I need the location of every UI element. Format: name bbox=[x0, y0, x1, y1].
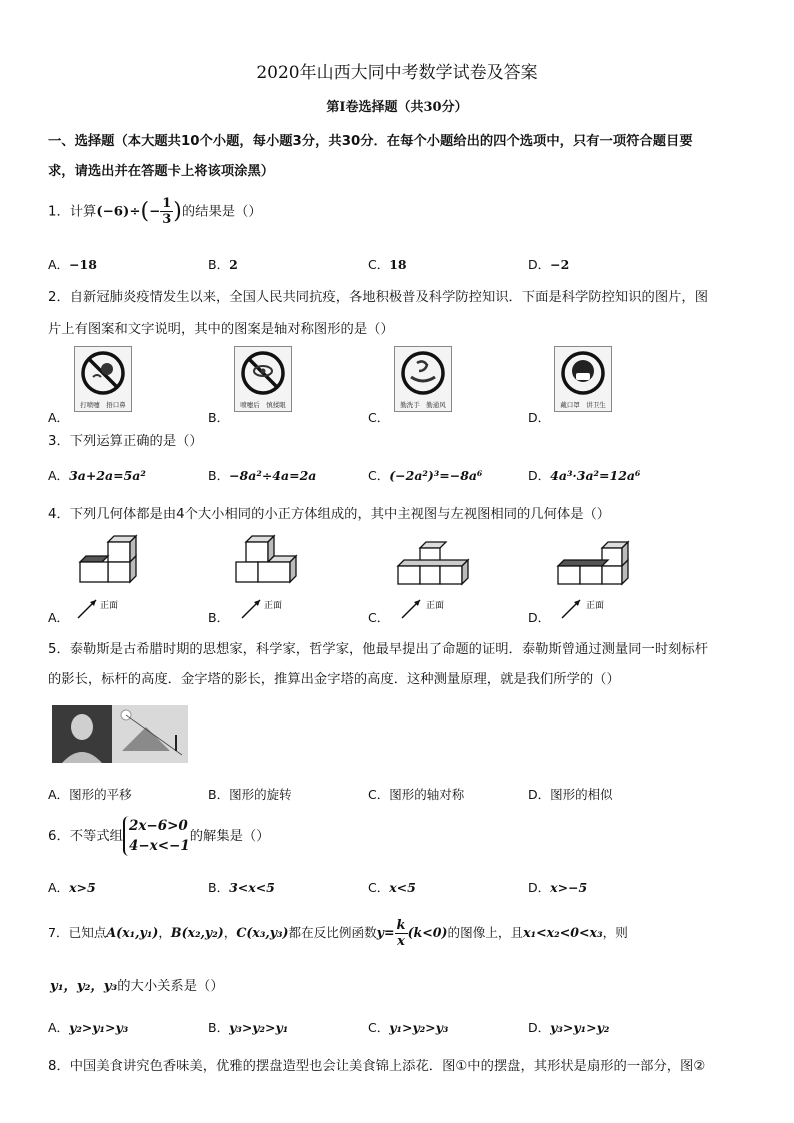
q6-inequality-system bbox=[123, 816, 190, 856]
q6-option-b[interactable] bbox=[208, 878, 275, 896]
option-value: x<5 bbox=[389, 880, 416, 895]
q7-sep2: ， bbox=[223, 925, 237, 940]
option-label: A． bbox=[48, 787, 70, 802]
q7-option-a[interactable] bbox=[48, 1018, 128, 1036]
q7-mid2: 的图像上，且 bbox=[447, 925, 524, 940]
option-value: 图形的相似 bbox=[550, 787, 613, 802]
option-value: 2 bbox=[229, 257, 238, 272]
q2-stem-line1: 2．自新冠肺炎疫情发生以来，全国人民共同抗疫，各地积极普及科学防控知识．下面是科学防控知识的图片，图 bbox=[48, 290, 709, 305]
option-label: B． bbox=[208, 257, 230, 272]
q2-option-a-image[interactable] bbox=[74, 346, 132, 412]
option-value: x>−5 bbox=[550, 880, 588, 895]
q1-option-a[interactable] bbox=[48, 255, 97, 273]
q2-option-b-image[interactable] bbox=[234, 346, 292, 412]
option-value: x>5 bbox=[69, 880, 96, 895]
q5-option-a[interactable] bbox=[48, 785, 132, 803]
q1-frac-num: 1 bbox=[162, 196, 172, 211]
q1-option-c[interactable] bbox=[368, 255, 407, 273]
q2-option-d-image[interactable] bbox=[554, 346, 612, 412]
option-value: 4a³·3a²=12a⁶ bbox=[550, 468, 641, 483]
option-label: B． bbox=[208, 880, 230, 895]
q4-option-d-figure[interactable] bbox=[548, 532, 656, 622]
option-value: 图形的旋转 bbox=[229, 787, 292, 802]
q3-option-c[interactable] bbox=[368, 466, 483, 484]
q7-func-num: k bbox=[396, 918, 406, 933]
option-value: 18 bbox=[389, 257, 407, 272]
q7-point-a: A(x₁,y₁) bbox=[106, 925, 159, 940]
q2-option-c-label[interactable]: C． bbox=[368, 410, 390, 425]
q7-func-den: x bbox=[397, 934, 405, 949]
section-instructions-line1: 一、选择题（本大题共10个小题，每小题3分，共30分．在每个小题给出的四个选项中，只有一项符合题目要 bbox=[48, 134, 693, 149]
option-value: y₂>y₁>y₃ bbox=[69, 1020, 129, 1035]
page-title: 2020年山西大同中考数学试卷及答案 bbox=[256, 63, 538, 83]
q4-option-b-figure[interactable] bbox=[228, 532, 336, 622]
q2-option-d-label[interactable]: D． bbox=[528, 410, 551, 425]
q4-option-a-label[interactable]: A． bbox=[48, 610, 70, 625]
option-value: −8a²÷4a=2a bbox=[229, 468, 317, 483]
q6-stem bbox=[48, 816, 270, 856]
q4-option-a-figure[interactable] bbox=[68, 532, 176, 622]
front-label: 正面 bbox=[264, 601, 283, 611]
q7-prefix: 7．已知点 bbox=[48, 925, 107, 940]
q7-point-c: C(x₃,y₃) bbox=[236, 925, 289, 940]
option-value: (−2a²)³=−8a⁶ bbox=[389, 468, 483, 483]
front-label: 正面 bbox=[586, 601, 605, 611]
option-label: C． bbox=[368, 257, 390, 272]
section-instructions-line2: 求，请选出并在答题卡上将该项涂黑） bbox=[48, 164, 275, 179]
q1-suffix: 的结果是（） bbox=[181, 204, 262, 220]
q2-option-b-label[interactable]: B． bbox=[208, 410, 230, 425]
option-label: A． bbox=[48, 257, 70, 272]
q4-stem: 4．下列几何体都是由4个大小相同的小正方体组成的，其中主视图与左视图相同的几何体是（） bbox=[48, 507, 611, 522]
option-label: D． bbox=[528, 787, 551, 802]
rub-eye-prohibited-icon bbox=[235, 347, 291, 399]
q4-option-c-label[interactable]: C． bbox=[368, 610, 390, 625]
q7-point-b: B(x₂,y₂) bbox=[170, 925, 224, 940]
option-label: D． bbox=[528, 257, 551, 272]
q5-stem-line2: 的影长，标杆的高度．金字塔的影长，推算出金字塔的高度．这种测量原理，就是我们所学的（） bbox=[48, 672, 620, 687]
option-label: A． bbox=[48, 880, 70, 895]
q6-option-a[interactable] bbox=[48, 878, 96, 896]
option-value: y₃>y₁>y₂ bbox=[550, 1020, 610, 1035]
q2-option-a-label[interactable]: A． bbox=[48, 410, 70, 425]
q1-option-d[interactable] bbox=[528, 255, 569, 273]
section-subtitle: 第Ⅰ卷选择题（共30分） bbox=[326, 100, 468, 115]
q4-option-c-figure[interactable] bbox=[388, 532, 496, 622]
q7-stem-line1 bbox=[48, 918, 628, 949]
q7-vars: y₁，y₂，y₃ bbox=[50, 979, 118, 994]
option-value: y₁>y₂>y₃ bbox=[389, 1020, 449, 1035]
option-label: B． bbox=[208, 468, 230, 483]
option-label: D． bbox=[528, 1020, 551, 1035]
q1-expr-left: (−6)÷ bbox=[96, 204, 141, 220]
q1-frac-den: 3 bbox=[162, 212, 172, 227]
q5-thales-pyramid-image bbox=[52, 705, 188, 763]
option-label: B． bbox=[208, 1020, 230, 1035]
q7-option-d[interactable] bbox=[528, 1018, 609, 1036]
option-value: y₃>y₂>y₁ bbox=[229, 1020, 289, 1035]
q4-option-d-label[interactable]: D． bbox=[528, 610, 551, 625]
q1-neg: − bbox=[149, 204, 161, 220]
option-value: −2 bbox=[550, 257, 570, 272]
q3-stem: 3．下列运算正确的是（） bbox=[48, 434, 203, 449]
q3-option-a[interactable] bbox=[48, 466, 146, 484]
q1-fraction bbox=[160, 196, 173, 227]
q7-stem-line2 bbox=[50, 975, 224, 994]
q6-ineq1: 2x−6>0 bbox=[128, 818, 188, 834]
q7-line2-text: 的大小关系是（） bbox=[117, 979, 224, 994]
q2-option-b-caption: 喷嚏后 慎揉眼 bbox=[240, 401, 286, 409]
q7-func-lhs: y= bbox=[376, 925, 395, 940]
q3-option-b[interactable] bbox=[208, 466, 316, 484]
wear-mask-icon bbox=[555, 347, 611, 399]
option-value: 图形的平移 bbox=[69, 787, 132, 802]
q2-option-d-caption: 戴口罩 讲卫生 bbox=[560, 401, 606, 409]
option-value: 3a+2a=5a² bbox=[69, 468, 146, 483]
option-label: C． bbox=[368, 1020, 390, 1035]
q7-sep1: ， bbox=[158, 925, 171, 940]
q3-option-d[interactable] bbox=[528, 466, 640, 484]
option-label: A． bbox=[48, 1020, 70, 1035]
option-value: −18 bbox=[69, 257, 97, 272]
q6-option-d[interactable] bbox=[528, 878, 587, 896]
front-label: 正面 bbox=[100, 601, 119, 611]
option-label: A． bbox=[48, 468, 70, 483]
q7-func-cond: (k<0) bbox=[407, 925, 448, 940]
q7-end: ，则 bbox=[602, 925, 628, 940]
q2-option-c-image[interactable] bbox=[394, 346, 452, 412]
q6-ineq2: 4−x<−1 bbox=[128, 838, 190, 854]
option-value: 3<x<5 bbox=[229, 880, 275, 895]
q1-stem bbox=[48, 196, 262, 227]
q2-option-a-caption: 打喷嚏 捂口鼻 bbox=[80, 401, 126, 409]
option-label: D． bbox=[528, 468, 551, 483]
option-value: 图形的轴对称 bbox=[389, 787, 465, 802]
option-label: D． bbox=[528, 880, 551, 895]
option-label: C． bbox=[368, 468, 390, 483]
q2-option-c-caption: 勤洗手 勤通风 bbox=[400, 401, 446, 409]
q5-stem-line1: 5．泰勒斯是古希腊时期的思想家，科学家，哲学家，他最早提出了命题的证明．泰勒斯曾通过测量同一时刻标杆 bbox=[48, 642, 709, 657]
sneeze-prohibited-icon bbox=[75, 347, 131, 399]
q8-stem-line1: 8．中国美食讲究色香味美，优雅的摆盘造型也会让美食锦上添花．图①中的摆盘，其形状是扇形的一部分，图② bbox=[48, 1059, 706, 1074]
q1-prefix: 1．计算 bbox=[48, 204, 97, 220]
q1-paren-open: ( bbox=[140, 199, 150, 224]
q2-stem-line2: 片上有图案和文字说明，其中的图案是轴对称图形的是（） bbox=[48, 322, 394, 337]
q7-mid: 都在反比例函数 bbox=[288, 925, 377, 940]
option-label: B． bbox=[208, 787, 230, 802]
q5-option-d[interactable] bbox=[528, 785, 613, 803]
option-label: C． bbox=[368, 787, 390, 802]
q6-prefix: 6．不等式组 bbox=[48, 829, 123, 844]
option-label: C． bbox=[368, 880, 390, 895]
q7-option-c[interactable] bbox=[368, 1018, 448, 1036]
q4-option-b-label[interactable]: B． bbox=[208, 610, 230, 625]
q7-order-condition: x₁<x₂<0<x₃ bbox=[523, 925, 603, 940]
q7-option-b[interactable] bbox=[208, 1018, 288, 1036]
q6-suffix: 的解集是（） bbox=[189, 829, 270, 844]
q7-func-fraction bbox=[395, 918, 408, 949]
q5-option-b[interactable] bbox=[208, 785, 292, 803]
q6-option-c[interactable] bbox=[368, 878, 416, 896]
wash-hands-icon bbox=[395, 347, 451, 399]
front-label: 正面 bbox=[426, 601, 445, 611]
q5-option-c[interactable] bbox=[368, 785, 464, 803]
q1-paren-close: ) bbox=[173, 199, 182, 224]
q1-option-b[interactable] bbox=[208, 255, 238, 273]
